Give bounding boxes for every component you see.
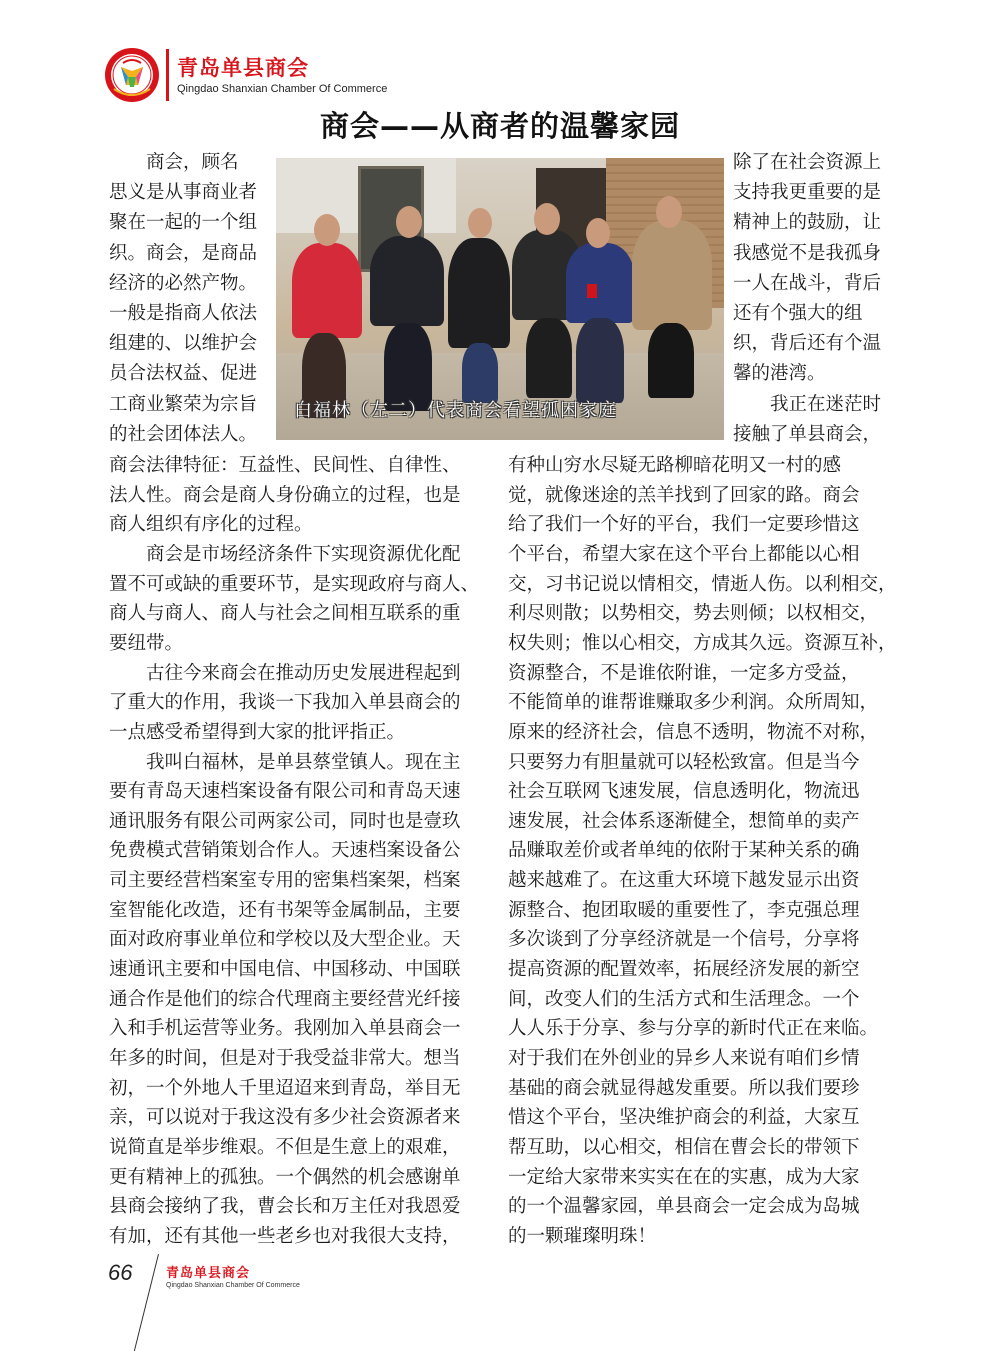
photo-caption: 白福林（左二）代表商会看望孤困家庭 [294,400,617,421]
brand-name-cn: 青岛单县商会 [177,55,309,80]
text-line: 速通讯主要和中国电信、中国移动、中国联 [109,959,461,981]
brand-name-en: Qingdao Shanxian Chamber Of Commerce [177,82,388,95]
article-title: 商会——从商者的温馨家园 [319,109,680,143]
text-line: 室智能化改造，还有书架等金属制品，主要 [109,899,461,921]
text-line: 初，一个外地人千里迢迢来到青岛，举目无 [109,1077,461,1099]
text-line: 面对政府事业单位和学校以及大型企业。天 [109,929,461,951]
text-line: 速发展，社会体系逐渐健全，想简单的卖产 [508,810,860,832]
text-line: 聚在一起的一个组 [109,212,258,234]
text-line: 员合法权益、促进 [109,363,258,385]
text-line: 馨的港湾。 [733,363,826,385]
text-line: 源整合、抱团取暖的重要性了，李克强总理 [508,899,860,921]
text-line: 给了我们一个好的平台，我们一定要珍惜这 [508,514,860,536]
text-line: 权失则；惟以心相交，方成其久远。资源互补， [508,632,897,654]
chamber-emblem-icon [104,47,160,103]
text-line: 不能简单的谁帮谁赚取多少利润。众所周知， [508,692,879,714]
text-line: 利尽则散；以势相交，势去则倾；以权相交， [508,603,879,625]
text-line: 品赚取差价或者单纯的依附于某种关系的确 [508,840,860,862]
text-line: 通讯服务有限公司两家公司，同时也是壹玖 [109,810,461,832]
text-line: 思义是从事商业者 [109,182,258,204]
text-line: 了重大的作用，我谈一下我加入单县商会的 [109,692,461,714]
footer-slash-divider [134,1254,159,1351]
text-line: 支持我更重要的是 [733,182,882,204]
text-line: 免费模式营销策划合作人。天速档案设备公 [109,840,461,862]
text-line: 交，习书记说以情相交，情逝人伤。以利相交， [508,573,897,595]
text-line: 一般是指商人依法 [109,303,258,324]
text-line: 还有个强大的组 [733,303,863,324]
text-line: 个平台，希望大家在这个平台上都能以心相 [508,543,860,565]
text-line: 亲，可以说对于我这没有多少社会资源者来 [109,1107,461,1129]
text-line: 经济的必然产物。 [109,272,258,294]
text-line: 惜这个平台，坚决维护商会的利益，大家互 [508,1107,860,1129]
text-line: 有加，还有其他一些老乡也对我很大支持， [109,1225,461,1247]
page-footer [100,1250,320,1347]
text-line: 我感觉不是我孤身 [733,242,882,264]
text-line: 的一个温馨家园，单县商会一定会成为岛城 [508,1196,860,1218]
text-line: 社会互联网飞速发展，信息透明化，物流迅 [508,781,860,803]
text-line: 更有精神上的孤独。一个偶然的机会感谢单 [109,1166,461,1188]
text-line: 一点感受希望得到大家的批评指正。 [109,721,406,743]
text-line: 只要努力有胆量就可以轻松致富。但是当今 [508,751,860,773]
brand-block [177,56,387,95]
text-line: 我叫白福林，是单县蔡堂镇人。现在主 [109,751,461,773]
text-line: 商会是市场经济条件下实现资源优化配 [109,543,461,565]
text-line: 一定给大家带来实实在在的实惠，成为大家 [508,1166,860,1188]
text-line: 资源整合，不是谁依附谁，一定多方受益， [508,662,860,684]
text-line: 工商业繁荣为宗旨 [109,393,258,415]
article-photo [276,158,724,440]
text-line: 间，改变人们的生活方式和生活理念。一个 [508,988,860,1010]
text-line: 入和手机运营等业务。我刚加入单县商会一 [109,1018,461,1040]
text-line: 商人组织有序化的过程。 [109,514,313,536]
text-line: 我正在迷茫时 [733,393,882,415]
text-line: 组建的、以维护会 [109,333,258,355]
text-line: 置不可或缺的重要环节，是实现政府与商人、 [109,573,480,595]
text-line: 司主要经营档案室专用的密集档案架，档案 [109,870,461,892]
text-line: 织，背后还有个温 [733,333,882,355]
magazine-header [104,44,387,106]
text-line: 有种山穷水尽疑无路柳暗花明又一村的感 [508,455,842,476]
brand-divider [166,49,169,101]
text-line: 要有青岛天速档案设备有限公司和青岛天速 [109,781,461,803]
text-line: 商会法律特征：互益性、民间性、自律性、 [109,455,461,476]
text-line: 人人乐于分享、参与分享的新时代正在来临。 [508,1018,879,1040]
text-line: 的社会团体法人。 [109,423,258,445]
page-number: 66 [108,1260,133,1285]
text-line: 说简直是举步维艰。不但是生意上的艰难， [109,1136,461,1158]
text-line: 织。商会，是商品 [109,242,258,264]
text-line: 商人与商人、商人与社会之间相互联系的重 [109,603,461,625]
text-line: 基础的商会就显得越发重要。所以我们要珍 [508,1077,860,1099]
text-line: 法人性。商会是商人身份确立的过程，也是 [109,484,461,506]
text-line: 帮互助，以心相交，相信在曹会长的带领下 [508,1136,860,1158]
text-line: 古往今来商会在推动历史发展进程起到 [109,662,461,684]
footer-brand-cn: 青岛单县商会 [166,1266,251,1281]
text-line: 接触了单县商会， [733,423,882,445]
footer-brand-en: Qingdao Shanxian Chamber Of Commerce [166,1282,300,1289]
text-line: 越来越难了。在这重大环境下越发显示出资 [508,870,860,892]
text-line: 觉，就像迷途的羔羊找到了回家的路。商会 [508,484,860,506]
text-line: 要纽带。 [109,632,184,654]
text-line: 县商会接纳了我，曹会长和万主任对我恩爱 [109,1196,461,1218]
text-line: 商会，顾名 [109,152,239,173]
text-line: 对于我们在外创业的异乡人来说有咱们乡情 [508,1048,860,1069]
text-line: 多次谈到了分享经济就是一个信号，分享将 [508,929,860,951]
text-line: 精神上的鼓励，让 [733,212,882,234]
text-line: 原来的经济社会，信息不透明，物流不对称， [508,721,879,743]
text-line: 通合作是他们的综合代理商主要经营光纤接 [109,988,461,1010]
text-line: 除了在社会资源上 [733,152,882,173]
text-line: 的一颗璀璨明珠！ [508,1225,657,1247]
text-line: 一人在战斗，背后 [733,272,882,294]
text-line: 提高资源的配置效率，拓展经济发展的新空 [508,959,860,981]
text-line: 年多的时间，但是对于我受益非常大。想当 [109,1048,461,1069]
